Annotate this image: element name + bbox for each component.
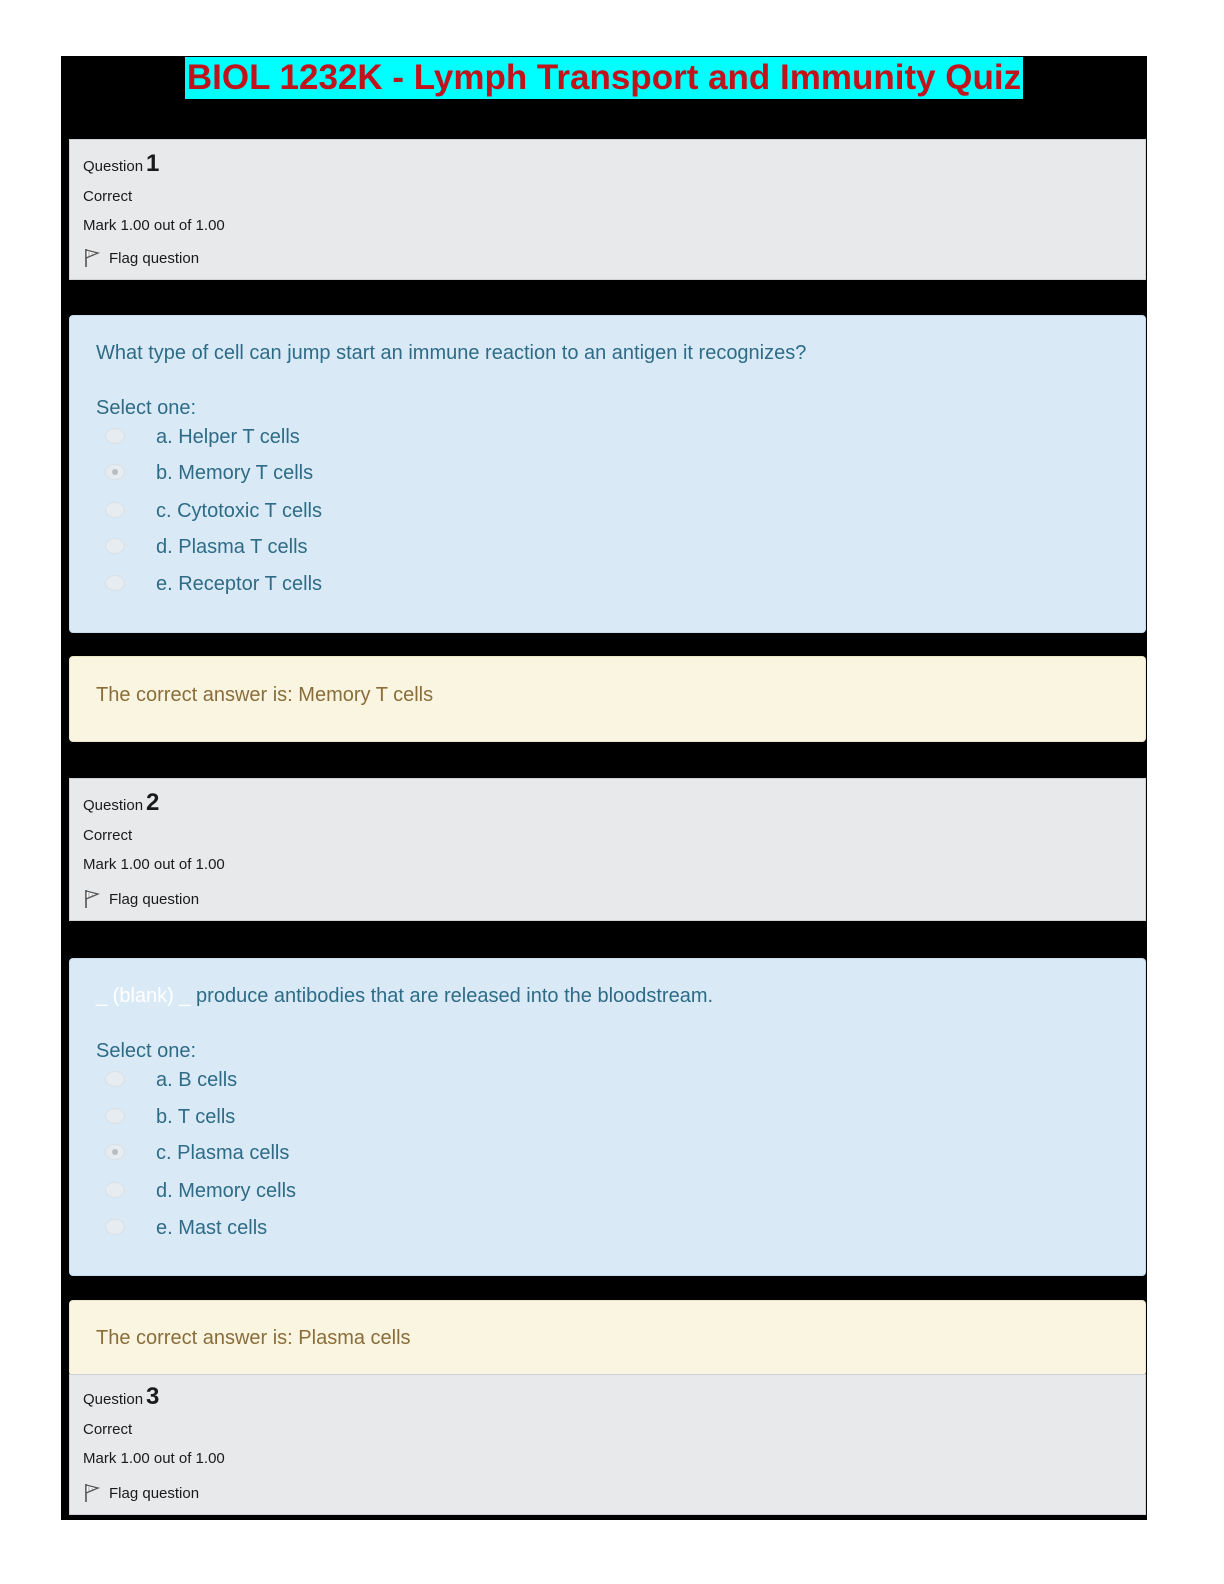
- question-label: Question: [83, 158, 144, 175]
- flag-question-link[interactable]: [83, 1483, 199, 1503]
- option-label: d. Memory cells: [156, 1180, 297, 1202]
- question-info-2: [69, 778, 1146, 921]
- option-label: c. Plasma cells: [156, 1142, 290, 1164]
- radio-button-selected[interactable]: [105, 1144, 125, 1160]
- flag-icon: [83, 889, 101, 909]
- answer-option[interactable]: [70, 426, 1145, 456]
- question-info-1: [69, 139, 1146, 280]
- page-title: BIOL 1232K - Lymph Transport and Immunity Quiz: [186, 58, 1022, 97]
- question-mark: Mark 1.00 out of 1.00: [83, 856, 225, 873]
- question-number: 3: [146, 1383, 160, 1410]
- answer-option[interactable]: [70, 573, 1145, 603]
- flag-question-link[interactable]: [83, 248, 199, 268]
- question-formulation-1: [69, 315, 1146, 633]
- question-label: Question: [83, 1391, 144, 1408]
- answer-option[interactable]: [70, 1069, 1145, 1099]
- option-label: e. Mast cells: [156, 1217, 268, 1239]
- radio-button[interactable]: [105, 1219, 125, 1235]
- question-number: 1: [146, 150, 160, 177]
- question-number: 2: [146, 789, 160, 816]
- question-header: [83, 789, 159, 817]
- question-label: Question: [83, 797, 144, 814]
- question-text-body: produce antibodies that are released into the bloodstream.: [190, 985, 714, 1007]
- correct-answer-feedback-2: [69, 1300, 1146, 1376]
- question-text-blank: _ (blank) _: [96, 985, 191, 1007]
- option-label: a. Helper T cells: [156, 426, 300, 448]
- flag-icon: [83, 1483, 101, 1503]
- flag-question-label: Flag question: [109, 890, 200, 908]
- radio-button[interactable]: [105, 1071, 125, 1087]
- question-info-3: [69, 1374, 1146, 1515]
- option-label: e. Receptor T cells: [156, 573, 323, 595]
- answer-option[interactable]: [70, 500, 1145, 530]
- answer-option[interactable]: [70, 1217, 1145, 1247]
- radio-button[interactable]: [105, 538, 125, 554]
- radio-button[interactable]: [105, 502, 125, 518]
- select-one-prompt: Select one:: [96, 1040, 197, 1062]
- question-mark: Mark 1.00 out of 1.00: [83, 1450, 225, 1467]
- flag-question-label: Flag question: [109, 249, 200, 267]
- question-header: [83, 150, 159, 178]
- answer-option[interactable]: [70, 536, 1145, 566]
- flag-question-link[interactable]: [83, 889, 199, 909]
- question-mark: Mark 1.00 out of 1.00: [83, 217, 225, 234]
- question-text: [96, 985, 713, 1008]
- option-label: d. Plasma T cells: [156, 536, 308, 558]
- radio-button[interactable]: [105, 1182, 125, 1198]
- correct-answer-feedback-1: [69, 656, 1146, 742]
- radio-button-selected[interactable]: [105, 464, 125, 480]
- option-label: b. Memory T cells: [156, 462, 314, 484]
- question-header: [83, 1383, 159, 1411]
- flag-icon: [83, 248, 101, 268]
- option-label: a. B cells: [156, 1069, 238, 1091]
- correct-answer-text: The correct answer is: Plasma cells: [96, 1327, 411, 1349]
- option-label: b. T cells: [156, 1106, 236, 1128]
- answer-option[interactable]: [70, 462, 1145, 492]
- question-status: Correct: [83, 188, 133, 205]
- question-status: Correct: [83, 1421, 133, 1438]
- radio-button[interactable]: [105, 575, 125, 591]
- select-one-prompt: Select one:: [96, 397, 197, 419]
- title-wrap: [61, 56, 1147, 99]
- answer-option[interactable]: [70, 1180, 1145, 1210]
- question-status: Correct: [83, 827, 133, 844]
- correct-answer-text: The correct answer is: Memory T cells: [96, 684, 434, 706]
- flag-question-label: Flag question: [109, 1484, 200, 1502]
- answer-option[interactable]: [70, 1106, 1145, 1136]
- radio-button[interactable]: [105, 428, 125, 444]
- question-formulation-2: [69, 958, 1146, 1276]
- question-text-body: What type of cell can jump start an immune reaction to an antigen it recognizes?: [96, 342, 807, 364]
- radio-button[interactable]: [105, 1108, 125, 1124]
- option-label: c. Cytotoxic T cells: [156, 500, 322, 522]
- answer-option[interactable]: [70, 1142, 1145, 1172]
- question-text: [96, 342, 806, 365]
